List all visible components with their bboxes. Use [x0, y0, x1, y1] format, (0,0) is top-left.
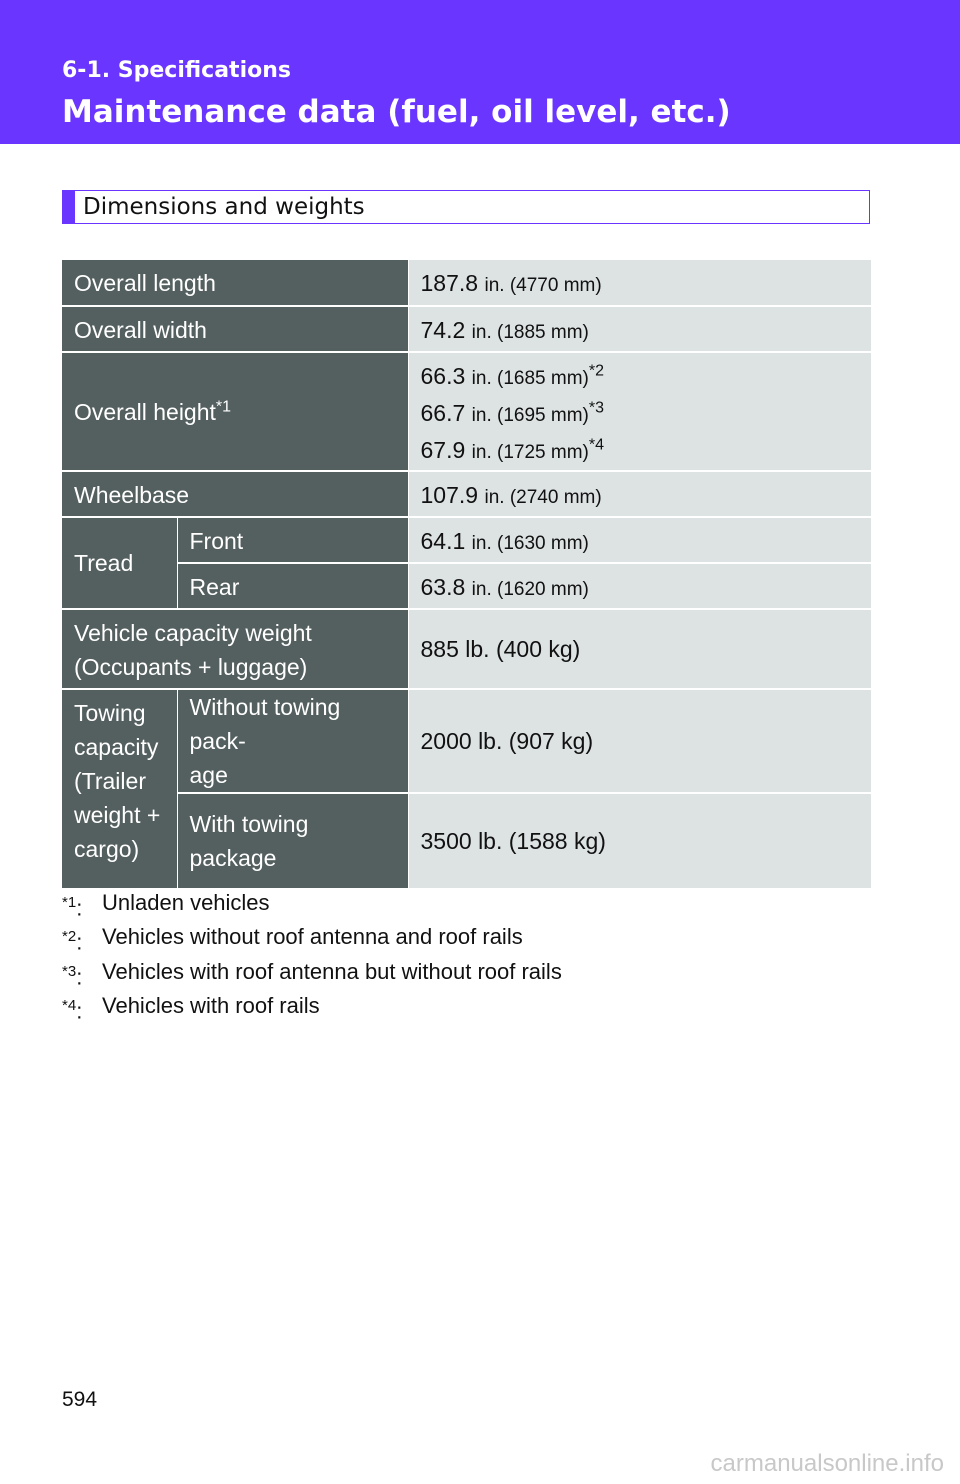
footnote: $^{*4}$: Vehicles with roof rails	[62, 992, 320, 1024]
value-vehicle-capacity: 885 lb. (400 kg)	[408, 609, 871, 689]
subheading-title: Dimensions and weights	[83, 194, 365, 220]
value-without-towing-package: 2000 lb. (907 kg)	[408, 689, 871, 793]
value-tread-rear: 63.8 in. (1620 mm)	[408, 563, 871, 609]
table-row	[62, 609, 871, 689]
label-with-towing-package: With towing package	[177, 793, 408, 889]
table-row	[62, 689, 871, 793]
page-number: 594	[62, 1388, 98, 1411]
watermark: carmanualsonline.info	[710, 1450, 944, 1477]
table-row	[62, 471, 871, 517]
label-tread: Tread	[62, 517, 177, 609]
dimensions-table	[62, 260, 871, 890]
label-tread-front: Front	[177, 517, 408, 563]
value-overall-length: 187.8 in. (4770 mm)	[408, 260, 871, 306]
subheading-box	[62, 190, 870, 224]
footnotes	[62, 888, 562, 1025]
table-row	[62, 517, 871, 563]
value-overall-height: 66.3 in. (1685 mm)$^{*2}$ 66.7 in. (1695 mm)$^{*3}$ 67.9 in. (1725 mm)$^{*4}$	[408, 352, 871, 471]
section-label: 6-1. Specifications	[62, 58, 291, 83]
label-overall-width: Overall width	[62, 306, 408, 352]
subheading-accent-bar	[63, 191, 75, 223]
label-without-towing-package: Without towing pack- age	[177, 689, 408, 793]
label-towing-capacity: Towing capacity (Trailer weight + cargo)	[62, 689, 177, 889]
label-overall-length: Overall length	[62, 260, 408, 306]
label-vehicle-capacity: Vehicle capacity weight (Occupants + luggage)	[62, 609, 408, 689]
value-overall-width: 74.2 in. (1885 mm)	[408, 306, 871, 352]
table-row	[62, 352, 871, 471]
value-wheelbase: 107.9 in. (2740 mm)	[408, 471, 871, 517]
table-row	[62, 563, 871, 609]
table-row	[62, 306, 871, 352]
value-tread-front: 64.1 in. (1630 mm)	[408, 517, 871, 563]
value-with-towing-package: 3500 lb. (1588 kg)	[408, 793, 871, 889]
label-overall-height: Overall height$^{*1}$	[62, 352, 408, 471]
footnote: $^{*1}$: Unladen vehicles	[62, 890, 270, 921]
page-header	[0, 0, 960, 144]
page-title: Maintenance data (fuel, oil level, etc.)	[62, 94, 731, 130]
label-tread-rear: Rear	[177, 563, 408, 609]
footnote: $^{*3}$: Vehicles with roof antenna but without roof rails	[62, 958, 562, 989]
footnote: $^{*2}$: Vehicles without roof antenna and roof rails	[62, 924, 523, 955]
label-wheelbase: Wheelbase	[62, 471, 408, 517]
table-row	[62, 793, 871, 889]
table-row	[62, 260, 871, 306]
